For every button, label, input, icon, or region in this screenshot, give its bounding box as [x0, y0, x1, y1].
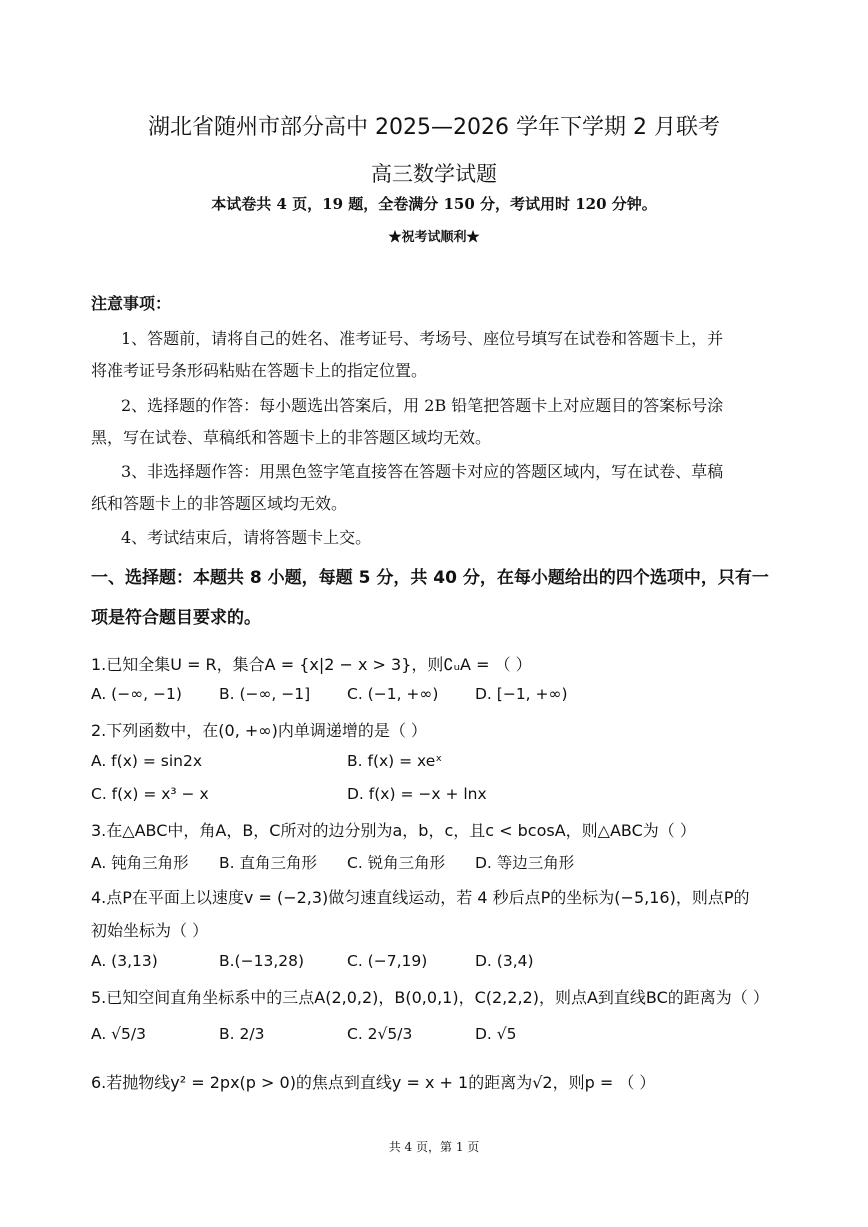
exam-info: 本试卷共 4 页，19 题，全卷满分 150 分，考试用时 120 分钟。: [211, 195, 657, 213]
q2-option-b: B. f(x) = xeˣ: [347, 752, 443, 770]
note-line: 黑，写在试卷、草稿纸和答题卡上的非答题区域均无效。: [91, 428, 492, 447]
section-heading: 一、选择题：本题共 8 小题，每题 5 分，共 40 分，在每小题给出的四个选项中，只有一: [91, 568, 769, 588]
note-line: 2、选择题的作答：每小题选出答案后，用 2B 铅笔把答题卡上对应题目的答案标号涂: [121, 396, 724, 415]
page-footer: 共 4 页，第 1 页: [388, 1140, 480, 1154]
question-5-stem: 5.已知空间直角坐标系中的三点A(2,0,2)，B(0,0,1)，C(2,2,2)，则点A到直线BC的距离为（ ）: [91, 988, 769, 1007]
q3-option-d: D. 等边三角形: [475, 854, 575, 872]
q1-option-c: C. (−1, +∞): [347, 685, 439, 703]
q1-option-b: B. (−∞, −1]: [219, 685, 311, 703]
q5-option-c: C. 2√5/3: [347, 1025, 413, 1043]
q3-option-a: A. 钝角三角形: [91, 854, 189, 872]
note-line: 将准考证号条形码粘贴在答题卡上的指定位置。: [91, 361, 428, 380]
note-line: 纸和答题卡上的非答题区域均无效。: [91, 494, 348, 513]
note-line: 3、非选择题作答：用黑色签字笔直接答在答题卡对应的答题区域内，写在试卷、草稿: [121, 462, 724, 481]
question-2-stem: 2.下列函数中，在(0, +∞)内单调递增的是（ ）: [91, 721, 427, 740]
q3-option-c: C. 锐角三角形: [347, 854, 446, 872]
q4-option-a: A. (3,13): [91, 952, 158, 970]
q4-option-d: D. (3,4): [475, 952, 534, 970]
q5-option-d: D. √5: [475, 1025, 517, 1043]
q5-option-b: B. 2/3: [219, 1025, 265, 1043]
question-4-stem: 4.点P在平面上以速度v = (−2,3)做匀速直线运动，若 4 秒后点P的坐标为(−5,16)，则点P的: [91, 888, 750, 907]
notes-heading: 注意事项：: [91, 294, 172, 313]
note-line: 4、考试结束后，请将答题卡上交。: [121, 528, 372, 547]
q3-option-b: B. 直角三角形: [219, 854, 317, 872]
q4-option-c: C. (−7,19): [347, 952, 428, 970]
q2-option-d: D. f(x) = −x + lnx: [347, 785, 487, 803]
exam-title: 湖北省随州市部分高中 2025—2026 学年下学期 2 月联考: [148, 115, 720, 140]
question-3-stem: 3.在△ABC中，角A，B，C所对的边分别为a，b，c，且c < bcosA，则△ABC为（ ）: [91, 821, 696, 840]
q5-option-a: A. √5/3: [91, 1025, 147, 1043]
q1-option-d: D. [−1, +∞): [475, 685, 568, 703]
good-luck-line: ★祝考试顺利★: [388, 230, 480, 245]
q4-option-b: B.(−13,28): [219, 952, 305, 970]
exam-subtitle: 高三数学试题: [371, 162, 497, 186]
q2-option-a: A. f(x) = sin2x: [91, 752, 202, 770]
question-1-stem: 1.已知全集U = R，集合A = {x|2 − x > 3}，则∁ᵤA = （ ）: [91, 655, 532, 674]
q1-option-a: A. (−∞, −1): [91, 685, 182, 703]
question-4-stem-cont: 初始坐标为（ ）: [91, 921, 209, 940]
q2-option-c: C. f(x) = x³ − x: [91, 785, 209, 803]
question-6-stem: 6.若抛物线y² = 2px(p > 0)的焦点到直线y = x + 1的距离为√2，则p = （ ）: [91, 1073, 656, 1092]
note-line: 1、答题前，请将自己的姓名、准考证号、考场号、座位号填写在试卷和答题卡上，并: [121, 329, 724, 348]
section-heading-cont: 项是符合题目要求的。: [91, 608, 261, 628]
